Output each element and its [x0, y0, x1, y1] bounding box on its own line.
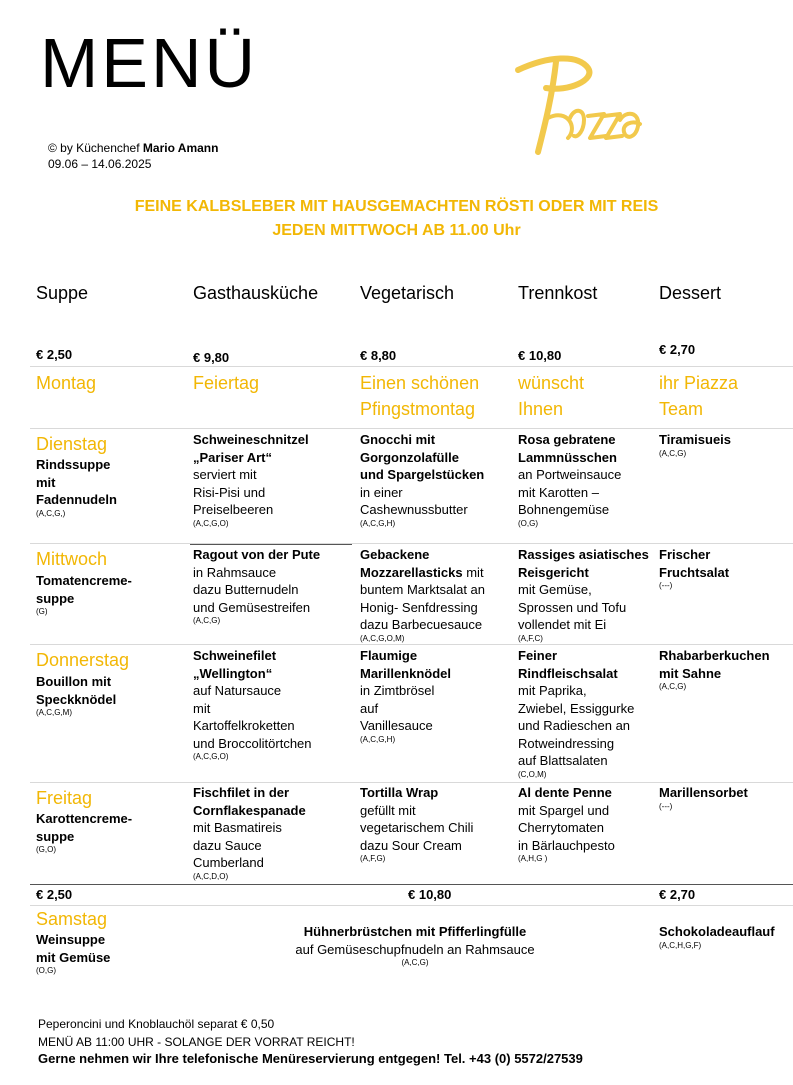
dish-desc: Cumberland	[193, 855, 264, 870]
saturday-price-main: € 10,80	[408, 887, 452, 902]
allergens: (A,C,G,O,M)	[360, 633, 405, 643]
dish-desc: mit Gemüse,	[518, 582, 592, 597]
allergens: (A,C,G)	[401, 958, 429, 967]
dish-name: Gorgonzolafülle	[360, 449, 459, 465]
column-dessert: Dessert	[659, 283, 722, 303]
dish-desc: mit	[462, 564, 484, 580]
dish-desc: an Portweinsauce	[518, 467, 622, 482]
divider	[190, 544, 352, 545]
montag-greeting-1b: Pfingstmontag	[360, 399, 476, 419]
dienstag-gasthaus	[193, 431, 309, 529]
allergens: (O,G)	[518, 518, 538, 528]
price-dessert: € 2,70	[659, 342, 696, 357]
dish-desc: Rotweindressing	[518, 735, 615, 751]
copyright-prefix: © by Küchenchef	[48, 141, 143, 155]
dish-desc: vegetarischem Chili	[360, 820, 474, 835]
dish-name: Rindfleischsalat	[518, 665, 618, 681]
price-gasthauskueche: € 9,80	[193, 350, 230, 365]
dish-desc: mit Paprika,	[518, 683, 587, 698]
dish-name: Mozzarellasticks	[360, 564, 463, 580]
soup-line: Tomatencreme-	[36, 573, 132, 588]
column-trennkost: Trennkost	[518, 283, 598, 303]
mittwoch-trennkost	[518, 546, 649, 644]
allergens: (A,C,G,M)	[36, 708, 72, 717]
dish-desc: mit Basmatireis	[193, 820, 282, 835]
dish-name: Gebackene	[360, 547, 430, 562]
dish-desc: Cherrytomaten	[518, 820, 604, 835]
special-line-2: JEDEN MITTWOCH AB 11.00 Uhr	[272, 222, 521, 239]
divider	[30, 884, 793, 885]
dish-desc: mit Karotten –	[518, 484, 599, 500]
author-info	[48, 140, 218, 172]
dish-desc: Zwiebel, Essiggurke	[518, 700, 635, 716]
samstag-dessert	[659, 923, 775, 951]
dish-name: Fischfilet in der	[193, 785, 290, 800]
allergens: (G,O)	[36, 845, 56, 854]
montag-greeting-1a: Einen schönen	[360, 373, 480, 393]
freitag-dessert	[659, 784, 748, 812]
dish-desc: und Gemüsestreifen	[193, 599, 311, 615]
dish-desc: Risi-Pisi und	[193, 484, 266, 500]
chef-name: Mario Amann	[142, 141, 219, 155]
day-donnerstag: Donnerstag	[36, 650, 130, 670]
allergens: (A,H,G )	[518, 854, 548, 863]
divider	[30, 366, 793, 367]
dish-name: Marillensorbet	[659, 785, 748, 800]
allergens: (A,F,G)	[360, 854, 386, 863]
dish-desc: vollendet mit Ei	[518, 617, 607, 632]
dish-desc: in Zimtbrösel	[360, 683, 435, 698]
montag-greeting-2a: wünscht	[518, 373, 585, 393]
dish-name: Lammnüsschen	[518, 449, 617, 465]
dienstag-dessert	[659, 431, 731, 459]
donnerstag-dessert	[659, 647, 770, 692]
allergens: (A,C,G,H)	[360, 518, 396, 528]
dish-name: Schweineschnitzel	[193, 432, 309, 447]
soup-line: suppe	[36, 590, 75, 606]
montag-greeting-2b: Ihnen	[518, 399, 564, 419]
column-vegetarisch: Vegetarisch	[360, 283, 455, 303]
dish-desc: dazu Barbecuesauce	[360, 617, 483, 632]
dish-name: Rhabarberkuchen	[659, 648, 770, 663]
soup-line: Karottencreme-	[36, 811, 133, 826]
dish-desc: dazu Butternudeln	[193, 582, 299, 597]
footer-line-2: MENÜ AB 11:00 UHR - SOLANGE DER VORRAT REICHT!	[38, 1035, 355, 1049]
soup-line: Speckknödel	[36, 691, 117, 707]
dienstag-vegetarisch	[360, 431, 484, 529]
allergens: (A,C,G)	[193, 616, 221, 625]
dish-name: „Pariser Art“	[193, 449, 272, 465]
allergens: (A,C,H,G,F)	[659, 940, 702, 950]
soup-line: Bouillon mit	[36, 674, 112, 689]
mittwoch-vegetarisch	[360, 546, 485, 644]
dish-name: Cornflakespanade	[193, 802, 306, 818]
saturday-price-dessert: € 2,70	[659, 887, 696, 902]
day-samstag: Samstag	[36, 909, 108, 929]
dish-desc: in Rahmsauce	[193, 564, 277, 580]
dish-desc: Vanillesauce	[360, 718, 433, 733]
montag-greeting-3a: ihr Piazza	[659, 373, 739, 393]
dish-desc: buntem Marktsalat an	[360, 582, 486, 597]
dienstag-soup	[36, 456, 117, 519]
dienstag-soup-line: mit	[36, 474, 56, 490]
dish-desc: und Radieschen an	[518, 718, 631, 733]
dish-name: Al dente Penne	[518, 785, 612, 800]
dienstag-soup-line: Rindssuppe	[36, 457, 111, 472]
divider	[30, 644, 793, 645]
dish-desc: in Bärlauchpesto	[518, 837, 615, 853]
dish-desc: auf Blattsalaten	[518, 753, 608, 768]
montag-greeting-1	[360, 370, 479, 422]
samstag-soup	[36, 931, 110, 976]
dish-desc: Honig- Senfdressing	[360, 599, 478, 615]
dienstag-soup-line: Fadennudeln	[36, 492, 117, 507]
dish-name: mit Sahne	[659, 665, 722, 681]
divider	[30, 428, 793, 429]
dish-name: Rosa gebratene	[518, 432, 616, 447]
allergens: (A,F,C)	[518, 633, 543, 643]
divider	[30, 782, 793, 783]
menu-dates: 09.06 – 14.06.2025	[48, 157, 152, 171]
allergens: (A,C,G)	[659, 448, 687, 458]
dish-name: Reisgericht	[518, 564, 589, 580]
mittwoch-soup	[36, 572, 132, 617]
allergens: (A,C,G,O)	[193, 518, 229, 528]
column-suppe: Suppe	[36, 283, 89, 303]
dish-name: Gnocchi mit	[360, 432, 436, 447]
dienstag-soup-allergens: (A,C,G,)	[36, 508, 66, 518]
dish-desc: dazu Sour Cream	[360, 837, 462, 853]
dish-desc: auf	[360, 700, 379, 716]
allergens: (G)	[36, 607, 48, 616]
price-trennkost: € 10,80	[518, 348, 562, 363]
mittwoch-gasthaus	[193, 546, 320, 626]
allergens: (---)	[659, 801, 673, 811]
dish-name: Frischer	[659, 547, 711, 562]
divider	[30, 905, 793, 906]
dish-name: Fruchtsalat	[659, 564, 730, 580]
dish-desc: in einer	[360, 484, 403, 500]
freitag-gasthaus	[193, 784, 306, 882]
price-suppe: € 2,50	[36, 347, 73, 362]
donnerstag-soup	[36, 673, 116, 718]
donnerstag-trennkost	[518, 647, 634, 780]
mittwoch-dessert	[659, 546, 729, 591]
footer-line-3: Gerne nehmen wir Ihre telefonische Menüreservierung entgegen! Tel. +43 (0) 5572/27539	[38, 1051, 583, 1066]
freitag-soup	[36, 810, 132, 855]
dienstag-trennkost	[518, 431, 621, 529]
price-vegetarisch: € 8,80	[360, 348, 397, 363]
freitag-trennkost	[518, 784, 615, 864]
day-freitag: Freitag	[36, 788, 93, 808]
day-dienstag: Dienstag	[36, 434, 108, 454]
dish-name: Schweinefilet	[193, 648, 277, 663]
dish-desc: Sprossen und Tofu	[518, 599, 627, 615]
page-title: MENÜ	[40, 24, 259, 102]
dish-desc: gefüllt mit	[360, 802, 416, 818]
saturday-price-soup: € 2,50	[36, 887, 73, 902]
dish-name: Hühnerbrüstchen mit Pfifferlingfülle	[303, 924, 527, 939]
allergens: (A,C,G,O)	[193, 752, 229, 761]
freitag-vegetarisch	[360, 784, 473, 864]
donnerstag-gasthaus	[193, 647, 312, 762]
allergens: (A,C,G,H)	[360, 734, 396, 744]
dish-desc: mit	[193, 700, 211, 716]
dish-desc: serviert mit	[193, 467, 257, 482]
dish-desc: Cashewnussbutter	[360, 502, 468, 517]
dish-desc: Bohnengemüse	[518, 502, 610, 517]
copyright-line	[48, 140, 218, 156]
dish-desc: Kartoffelkroketten	[193, 718, 295, 733]
allergens: (A,C,G)	[659, 682, 687, 691]
montag-feiertag: Feiertag	[193, 373, 260, 393]
dish-desc: Preiselbeeren	[193, 502, 274, 517]
samstag-main	[190, 923, 640, 968]
montag-greeting-3	[659, 370, 738, 422]
montag-greeting-3b: Team	[659, 399, 704, 419]
dish-name: Ragout von der Pute	[193, 547, 321, 562]
dish-name: Tiramisueis	[659, 432, 732, 447]
dish-name: Flaumige	[360, 648, 418, 663]
donnerstag-vegetarisch	[360, 647, 451, 745]
dish-name: und Spargelstücken	[360, 467, 485, 482]
dish-name: Marillenknödel	[360, 665, 452, 681]
allergens: (C,O,M)	[518, 769, 547, 779]
allergens: (---)	[659, 581, 673, 590]
dish-name: Schokoladeauflauf	[659, 924, 775, 939]
soup-line: Weinsuppe	[36, 932, 106, 947]
footer-line-1: Peperoncini und Knoblauchöl separat € 0,50	[38, 1017, 275, 1031]
dish-desc: dazu Sauce	[193, 837, 262, 853]
dish-name: Tortilla Wrap	[360, 785, 439, 800]
column-gasthauskueche: Gasthausküche	[193, 283, 319, 303]
day-mittwoch: Mittwoch	[36, 549, 108, 569]
montag-greeting-2	[518, 370, 584, 422]
soup-line: mit Gemüse	[36, 949, 111, 965]
special-line-1: FEINE KALBSLEBER MIT HAUSGEMACHTEN RÖSTI ODER MIT REIS	[134, 198, 659, 215]
dish-name: „Wellington“	[193, 665, 273, 681]
dish-desc: auf Gemüseschupfnudeln an Rahmsauce	[295, 941, 535, 957]
dish-desc: mit Spargel und	[518, 802, 610, 818]
dish-name: Rassiges asiatisches	[518, 547, 649, 562]
dish-name: Feiner	[518, 648, 558, 663]
allergens: (A,C,D,O)	[193, 871, 229, 881]
dish-desc: und Broccolitörtchen	[193, 735, 312, 751]
soup-line: suppe	[36, 828, 75, 844]
day-montag: Montag	[36, 373, 97, 393]
dish-desc: auf Natursauce	[193, 683, 282, 698]
piazza-logo	[508, 48, 648, 168]
allergens: (O,G)	[36, 966, 56, 975]
divider	[30, 543, 793, 544]
